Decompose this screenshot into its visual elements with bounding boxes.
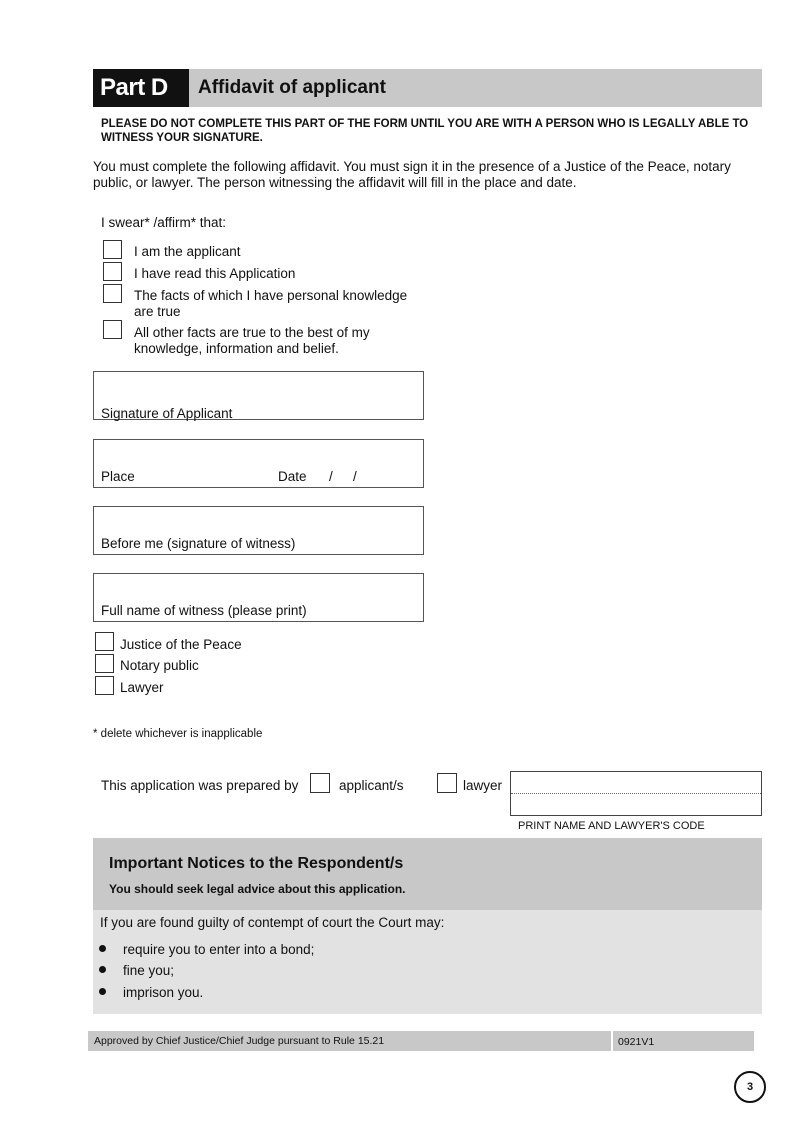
statement-checkbox-applicant[interactable]	[103, 240, 122, 259]
statement-label: All other facts are true to the best of my	[134, 325, 370, 340]
swear-label: I swear* /affirm* that:	[101, 215, 227, 230]
statement-label: The facts of which I have personal knowledge	[134, 288, 408, 303]
notice-item: fine you;	[123, 963, 175, 978]
part-header-bar	[93, 69, 762, 107]
prepared-by-lawyer-checkbox[interactable]	[437, 773, 457, 793]
page-number: 3	[734, 1071, 766, 1103]
bullet-icon	[99, 966, 106, 973]
applicant-signature-label: Signature of Applicant	[101, 406, 233, 421]
lawyer-code-caption: PRINT NAME AND LAWYER'S CODE	[518, 820, 705, 832]
footer-divider	[611, 1031, 613, 1051]
notices-header	[93, 838, 762, 910]
date-separator: /	[353, 469, 357, 484]
prepared-by-label: This application was prepared by	[101, 778, 299, 793]
footer-approval: Approved by Chief Justice/Chief Judge pursuant to Rule 15.21	[94, 1035, 385, 1047]
notices-title: Important Notices to the Respondent/s	[109, 855, 404, 872]
statement-checkbox-other-facts[interactable]	[103, 320, 122, 339]
bullet-icon	[99, 945, 106, 952]
warning-text: PLEASE DO NOT COMPLETE THIS PART OF THE FORM UNTIL YOU ARE WITH A PERSON WHO IS LEGALLY ABLE TO WITNESS YOUR SIGNATURE.	[101, 118, 749, 144]
witness-type-label: Lawyer	[120, 680, 164, 695]
bullet-icon	[99, 988, 106, 995]
witness-name-label: Full name of witness (please print)	[101, 603, 307, 618]
statement-label-continued: knowledge, information and belief.	[134, 341, 339, 356]
notice-item: imprison you.	[123, 985, 204, 1000]
witness-type-label: Notary public	[120, 658, 199, 673]
page-title: Affidavit of applicant	[198, 77, 386, 98]
prepared-by-applicant-checkbox[interactable]	[310, 773, 330, 793]
part-label: Part D	[93, 69, 189, 107]
witness-signature-label: Before me (signature of witness)	[101, 536, 296, 551]
statement-checkbox-personal-facts[interactable]	[103, 284, 122, 303]
statement-label-continued: are true	[134, 304, 181, 319]
statement-label: I am the applicant	[134, 244, 241, 259]
notices-subtitle: You should seek legal advice about this application.	[109, 882, 406, 896]
prepared-by-lawyer-label: lawyer	[463, 778, 503, 793]
witness-checkbox-notary[interactable]	[95, 654, 114, 673]
notices-intro: If you are found guilty of contempt of court the Court may:	[100, 915, 445, 930]
place-date-field[interactable]	[93, 439, 424, 488]
intro-text: You must complete the following affidavit. You must sign it in the presence of a Justice of the Peace, notary public, or lawyer. The person witnessing the affidavit will fill in the place and date.	[93, 159, 731, 190]
place-label: Place	[101, 469, 135, 484]
footnote: * delete whichever is inapplicable	[93, 728, 263, 740]
witness-checkbox-jp[interactable]	[95, 632, 114, 651]
witness-checkbox-lawyer[interactable]	[95, 676, 114, 695]
date-separator: /	[329, 469, 333, 484]
date-label: Date	[278, 469, 307, 484]
statement-label: I have read this Application	[134, 266, 296, 281]
prepared-by-applicant-label: applicant/s	[339, 778, 404, 793]
notice-item: require you to enter into a bond;	[123, 942, 315, 957]
form-code: 0921V1	[618, 1036, 655, 1048]
lawyer-code-divider	[511, 793, 761, 794]
statement-checkbox-read[interactable]	[103, 262, 122, 281]
witness-type-label: Justice of the Peace	[120, 637, 242, 652]
